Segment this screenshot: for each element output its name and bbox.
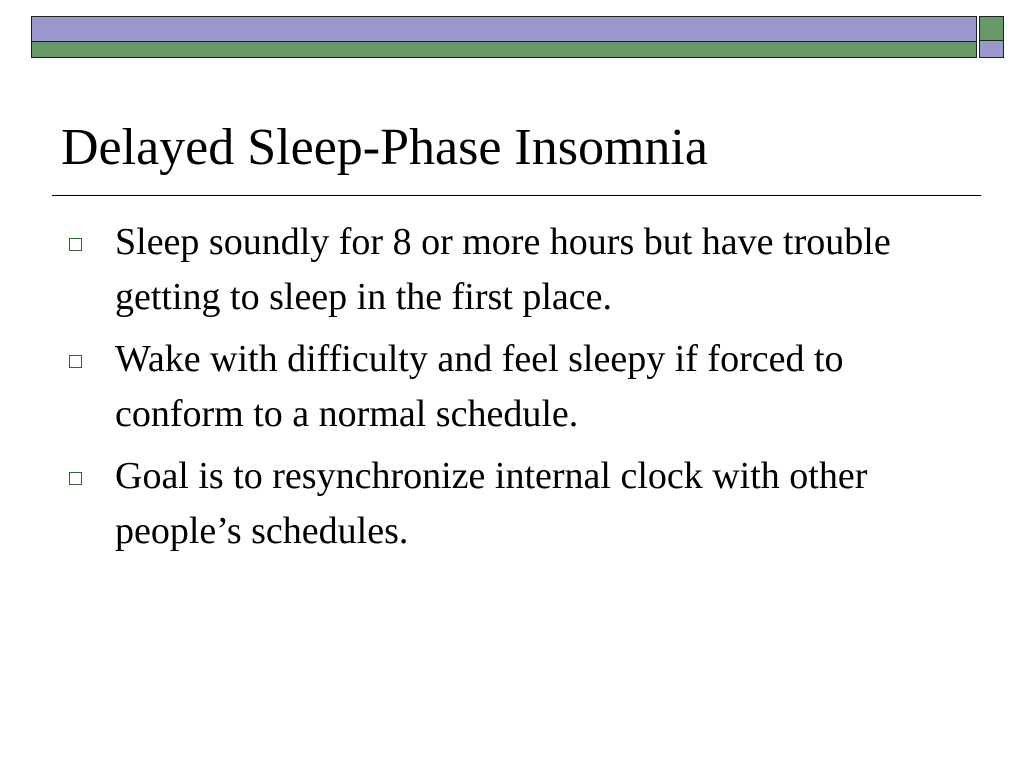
hollow-square-icon: [69, 238, 82, 251]
header-square-green: [979, 16, 1004, 41]
bullet-item: [62, 332, 962, 442]
header-decoration: [31, 16, 1004, 58]
hollow-square-icon: [69, 355, 82, 368]
hollow-square-icon: [69, 472, 82, 485]
bullet-item: [62, 449, 962, 559]
header-band-blue: [31, 16, 977, 41]
header-band-green: [31, 41, 977, 58]
bullet-text: Sleep soundly for 8 or more hours but have trouble getting to sleep in the first place.: [115, 221, 891, 318]
header-square-blue: [979, 41, 1004, 58]
title-divider: [52, 195, 981, 196]
bullet-list: [62, 215, 962, 566]
slide-title: Delayed Sleep-Phase Insomnia: [61, 119, 708, 176]
bullet-item: [62, 215, 962, 325]
bullet-text: Goal is to resynchronize internal clock with other people’s schedules.: [115, 455, 868, 552]
bullet-text: Wake with difficulty and feel sleepy if forced to conform to a normal schedule.: [115, 338, 844, 435]
